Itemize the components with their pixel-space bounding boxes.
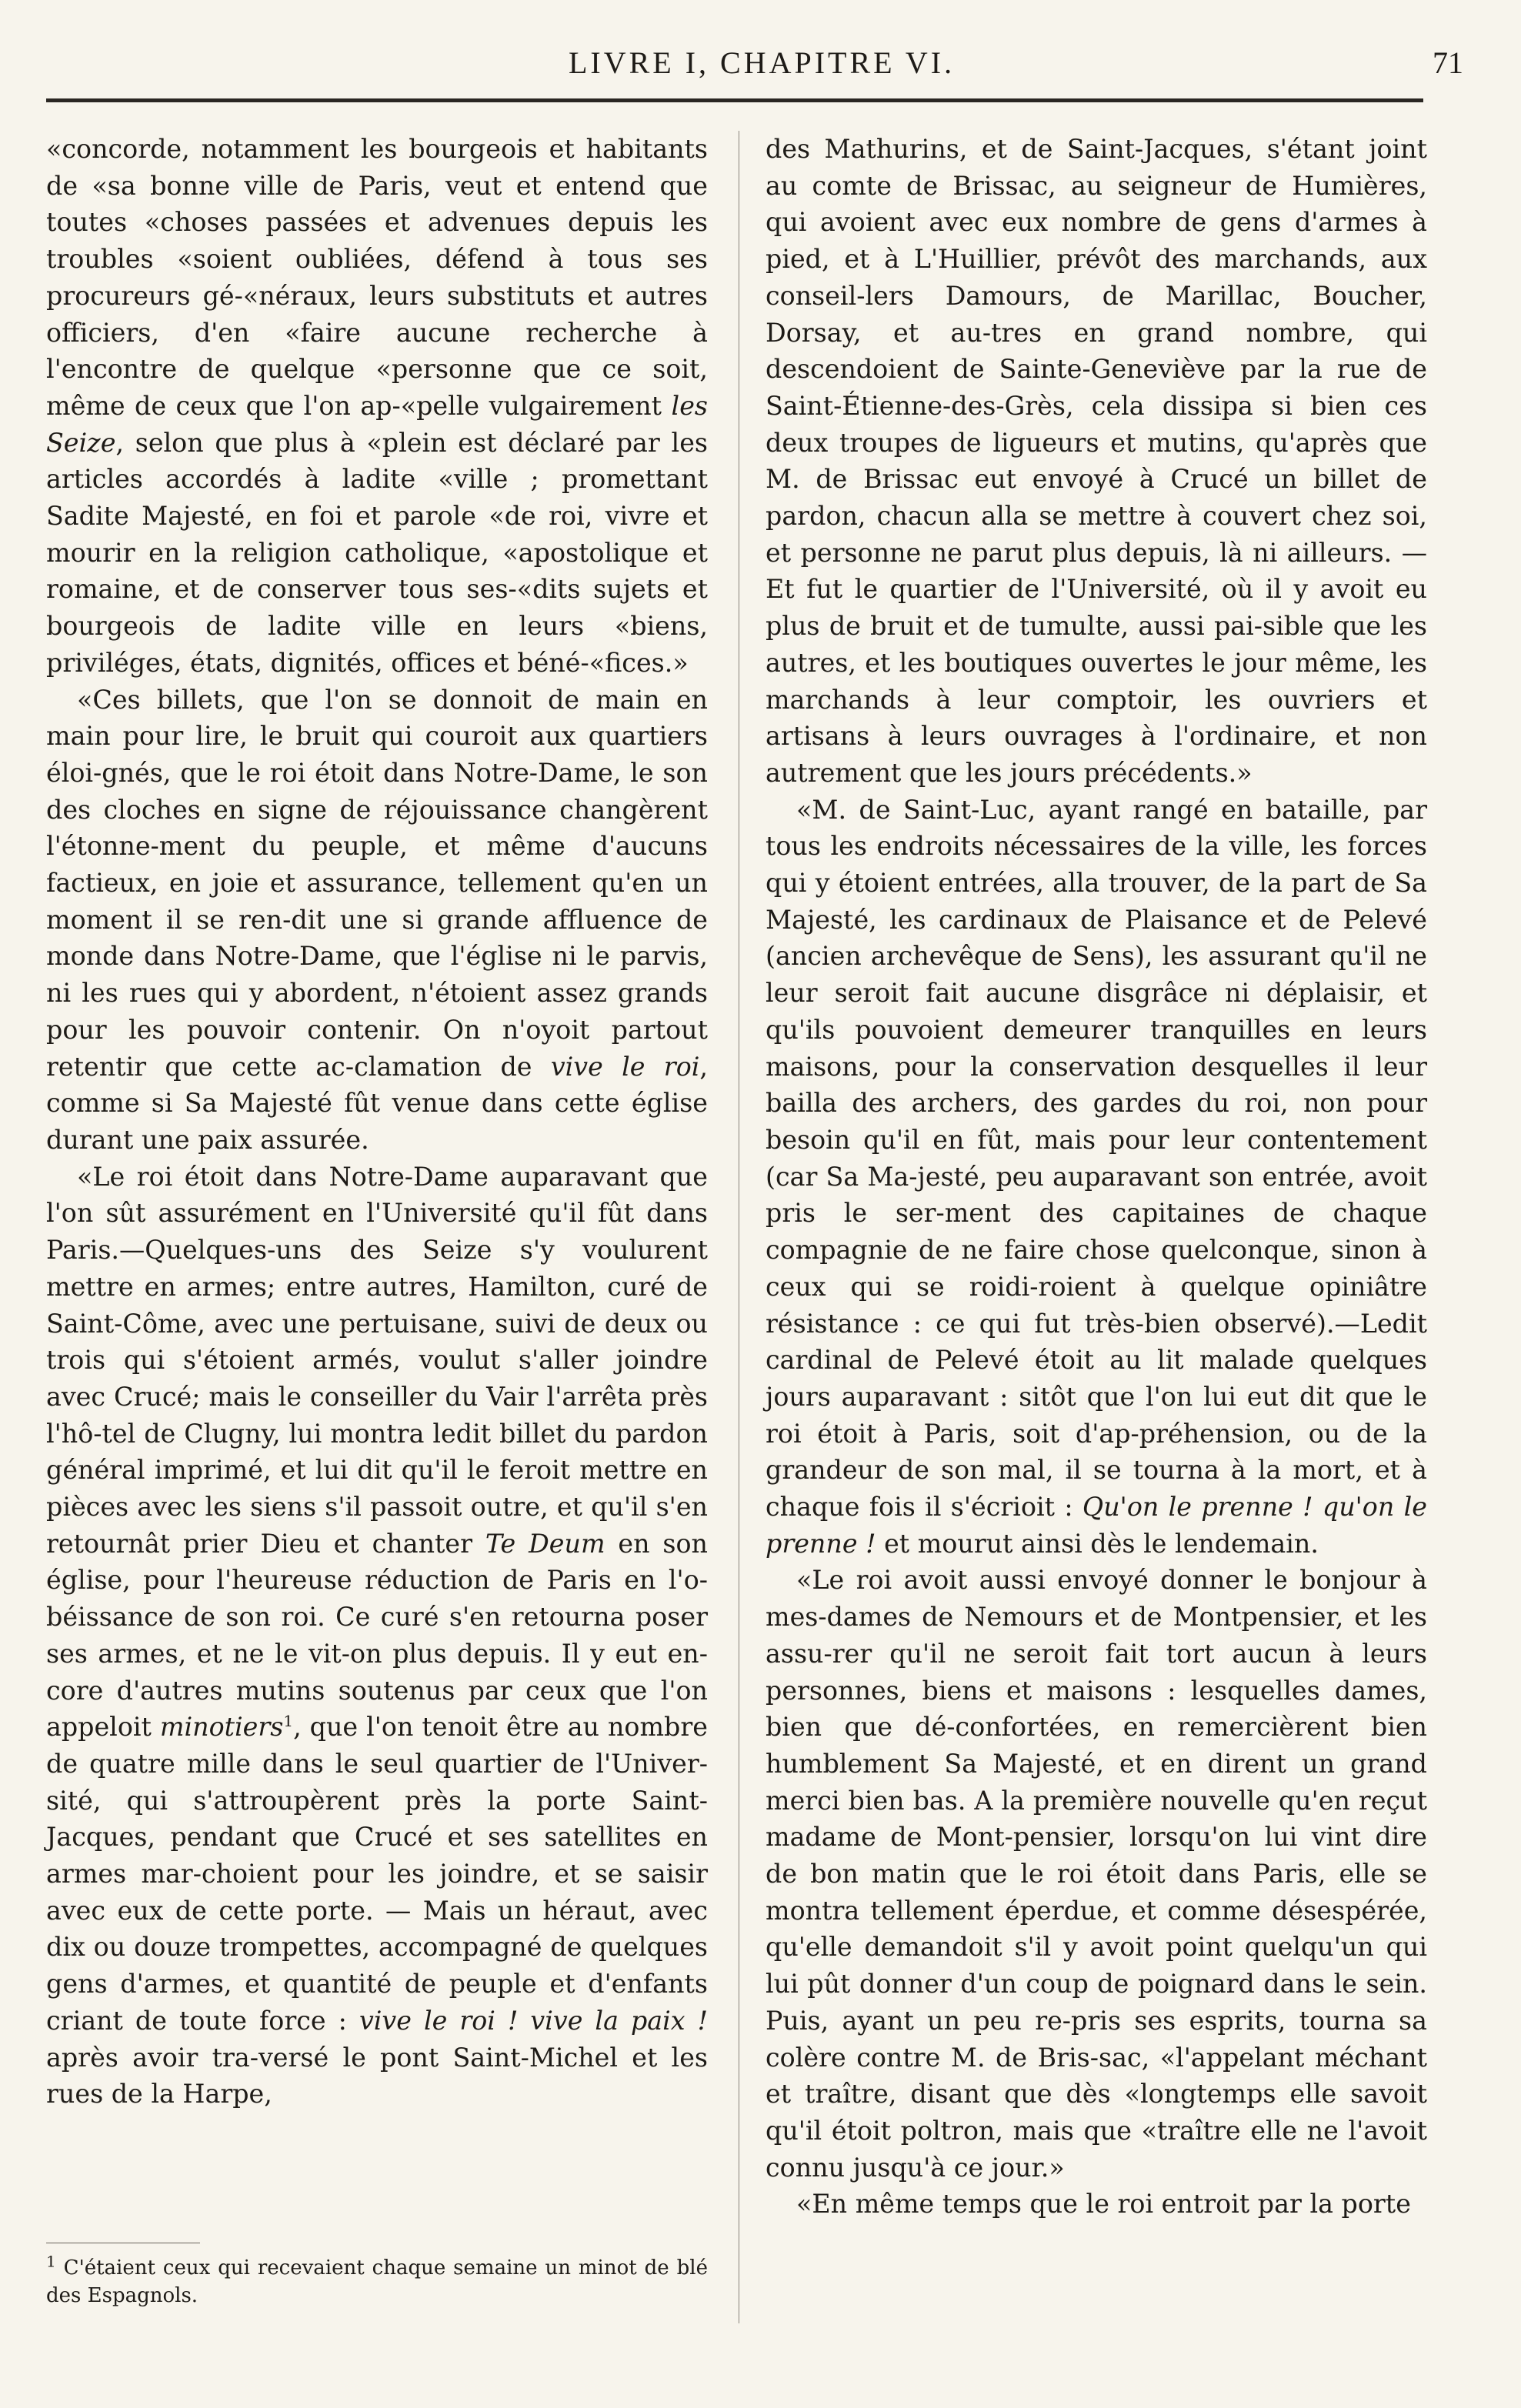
left-column: [46, 131, 708, 2113]
right-paragraph-3: «Le roi avoit aussi envoyé donner le bonjour à mes-dames de Nemours et de Montpensier, et les assu-rer qu'il ne seroit fait tort aucun à leurs personnes, biens et maisons : lesquelles dames, bien que dé-confortées, en remercièrent bien humblement Sa Majesté, et en dirent un grand merci bien bas. A la première nouvelle qu'en reçut madame de Mont-pensier, lorsqu'on lui vint dire de bon matin que le roi étoit dans Paris, elle se montra tellement éperdue, et comme désespérée, qu'elle demandoit s'il y avoit point quelqu'un qui lui pût donner d'un coup de poignard dans le sein. Puis, ayant un peu re-pris ses esprits, tourna sa colère contre M. de Bris-sac, «l'appelant méchant et traître, disant que dès «longtemps elle savoit qu'il étoit poltron, mais que «traître elle ne l'avoit connu jusqu'à ce jour.»: [766, 1565, 1427, 2183]
page-header: [46, 40, 1477, 86]
footnote-text: C'étaient ceux qui recevaient chaque semaine un minot de blé des Espagnols.: [46, 2256, 708, 2307]
running-title: LIVRE I, CHAPITRE VI.: [568, 45, 956, 80]
footnote: [46, 2254, 708, 2310]
left-paragraph-1: «concorde, notamment les bourgeois et habitants de «sa bonne ville de Paris, veut et entend que toutes «choses passées et advenues depuis les troubles «soient oubliées, défend à tous ses procureurs gé-«néraux, leurs substituts et autres officiers, d'en «faire aucune recherche à l'encontre de quelque «personne que ce soit, même de ceux que l'on ap-«pelle vulgairement les Seize, selon que plus à «plein est déclaré par les articles accordés à ladite «ville ; promettant Sadite Majesté, en foi et parole «de roi, vivre et mourir en la religion catholique, «apostolique et romaine, et de conserver tous ses-«dits sujets et bourgeois de ladite ville en leurs «biens, priviléges, états, dignités, offices et béné-«fices.»: [46, 134, 708, 678]
right-paragraph-4: «En même temps que le roi entroit par la porte: [796, 2189, 1411, 2220]
footnote-ref: 1: [283, 1712, 294, 1731]
left-paragraph-3: «Le roi étoit dans Notre-Dame auparavant que l'on sût assurément en l'Université qu'il fût dans Paris.—Quelques-uns des Seize s'y voulurent mettre en armes; entre autres, Hamilton, curé de Saint-Côme, avec une pertuisane, suivi de deux ou trois qui s'étoient armés, voulut s'aller joindre avec Crucé; mais le conseiller du Vair l'arrêta près l'hô-tel de Clugny, lui montra ledit billet du pardon général imprimé, et lui dit qu'il le feroit mettre en pièces avec les siens s'il passoit outre, et qu'il s'en retournât prier Dieu et chanter Te Deum en son église, pour l'heureuse réduction de Paris en l'o-béissance de son roi. Ce curé s'en retourna poser ses armes, et ne le vit-on plus depuis. Il y eut en-core d'autres mutins soutenus par ceux que l'on appeloit minotiers$^1$, que l'on tenoit être au nombre de quatre mille dans le seul quartier de l'Univer-sité, qui s'attroupèrent près la porte Saint-Jacques, pendant que Crucé et ses satellites en armes mar-choient pour les joindre, et se saisir avec eux de cette porte. — Mais un héraut, avec dix ou douze trompettes, accompagné de quelques gens d'armes, et quantité de peuple et d'enfants criant de toute force : vive le roi ! vive la paix ! après avoir tra-versé le pont Saint-Michel et les rues de la Harpe,: [46, 1161, 708, 2110]
header-rule: [46, 98, 1423, 102]
page-number: 71: [1433, 45, 1463, 80]
left-paragraph-2: «Ces billets, que l'on se donnoit de main en main pour lire, le bruit qui couroit aux quartiers éloi-gnés, que le roi étoit dans Notre-Dame, le son des cloches en signe de réjouissance changèrent l'étonne-ment du peuple, et même d'aucuns factieux, en joie et assurance, tellement qu'en un moment il se ren-dit une si grande affluence de monde dans Notre-Dame, que l'église ni le parvis, ni les rues qui y abordent, n'étoient assez grands pour les pouvoir contenir. On n'oyoit partout retentir que cette ac-clamation de vive le roi, comme si Sa Majesté fût venue dans cette église durant une paix assurée.: [46, 684, 708, 1155]
footnote-marker: 1: [46, 2252, 56, 2271]
right-column: [766, 131, 1427, 2223]
right-paragraph-1: des Mathurins, et de Saint-Jacques, s'étant joint au comte de Brissac, au seigneur de Humières, qui avoient avec eux nombre de gens d'armes à pied, et à L'Huillier, prévôt des marchands, aux conseil-lers Damours, de Marillac, Boucher, Dorsay, et au-tres en grand nombre, qui descendoient de Sainte-Geneviève par la rue de Saint-Étienne-des-Grès, cela dissipa si bien ces deux troupes de ligueurs et mutins, qu'après que M. de Brissac eut envoyé à Crucé un billet de pardon, chacun alla se mettre à couvert chez soi, et personne ne parut plus depuis, là ni ailleurs. — Et fut le quartier de l'Université, où il y avoit eu plus de bruit et de tumulte, aussi pai-sible que les autres, et les boutiques ouvertes le jour même, les marchands à leur comptoir, les ouvriers et artisans à leurs ouvrages à l'ordinaire, et non autrement que les jours précédents.»: [766, 134, 1427, 788]
right-paragraph-2: «M. de Saint-Luc, ayant rangé en bataille, par tous les endroits nécessaires de la ville, les forces qui y étoient entrées, alla trouver, de la part de Sa Majesté, les cardinaux de Plaisance et de Pelevé (ancien archevêque de Sens), les assurant qu'il ne leur seroit fait aucune disgrâce ni déplaisir, et qu'ils pouvoient demeurer tranquilles en leurs maisons, pour la conservation desquelles il leur bailla des archers, des gardes du roi, non pour besoin qu'il en fût, mais pour leur contentement (car Sa Ma-jesté, peu auparavant son entrée, avoit pris le ser-ment des capitaines de chaque compagnie de ne faire chose quelconque, sinon à ceux qui se roidi-roient à quelque opiniâtre résistance : ce qui fut très-bien observé).—Ledit cardinal de Pelevé étoit au lit malade quelques jours auparavant : sitôt que l'on lui eut dit que le roi étoit à Paris, soit d'ap-préhension, ou de la grandeur de son mal, il se tourna à la mort, et à chaque fois il s'écrioit : Qu'on le prenne ! qu'on le prenne ! et mourut ainsi dès le lendemain.: [766, 794, 1427, 1559]
